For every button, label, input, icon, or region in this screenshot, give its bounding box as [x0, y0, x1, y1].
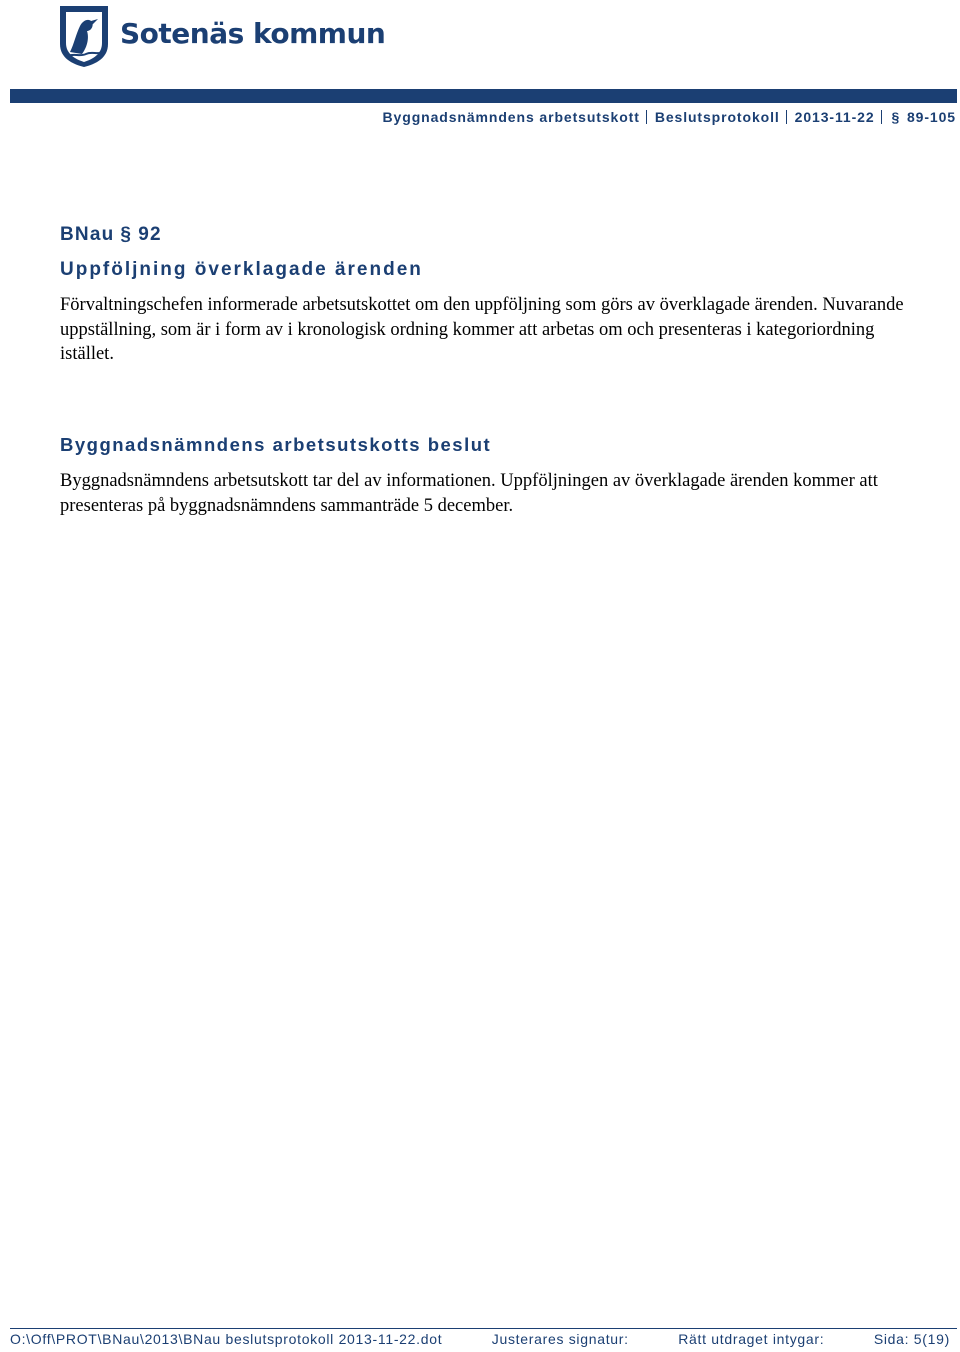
decision-body: Byggnadsnämndens arbetsutskott tar del av informationen. Uppföljningen av överklagade ärenden kommer att presenteras på byggnadsnämndens sammanträde 5 december.: [60, 471, 878, 516]
signature-label: Justerares signatur:: [491, 1331, 629, 1347]
page-footer: [10, 1331, 950, 1347]
decision-heading: Byggnadsnämndens arbetsutskotts beslut: [60, 434, 492, 455]
meeting-date: 2013-11-22: [794, 109, 875, 125]
coat-of-arms-icon: [58, 4, 110, 68]
footer-rule: [10, 1328, 957, 1329]
header-divider: [881, 110, 882, 124]
paragraph-symbol: §: [891, 109, 901, 125]
paragraph-number: [60, 224, 162, 246]
certified-label: Rätt utdraget intygar:: [678, 1331, 825, 1347]
file-path: O:\Off\PROT\BNau\2013\BNau beslutsprotokoll 2013-11-22.dot: [10, 1331, 443, 1347]
page-number: Sida: 5(19): [873, 1331, 950, 1347]
municipality-logo: [58, 4, 385, 68]
logo-text: Sotenäs kommun: [120, 17, 386, 50]
document-type: Beslutsprotokoll: [654, 109, 780, 125]
paragraph-range: 89-105: [907, 109, 956, 125]
header-bar: [10, 89, 957, 103]
paragraph-prefix: BNau: [60, 224, 115, 245]
paragraph-symbol: §: [120, 224, 133, 245]
header-divider: [646, 110, 647, 124]
paragraph-body: Förvaltningschefen informerade arbetsutskottet om den uppföljning som görs av överklagade ärenden. Nuvarande uppställning, som är i form av i kronologisk ordning kommer att arbetas om och presenteras i kategoriordning istället.: [60, 295, 904, 364]
paragraph-title: Uppföljning överklagade ärenden: [60, 259, 423, 280]
paragraph-num: 92: [138, 224, 162, 245]
committee-name: Byggnadsnämndens arbetsutskott: [382, 109, 640, 125]
document-header: [383, 109, 956, 125]
header-divider: [786, 110, 787, 124]
